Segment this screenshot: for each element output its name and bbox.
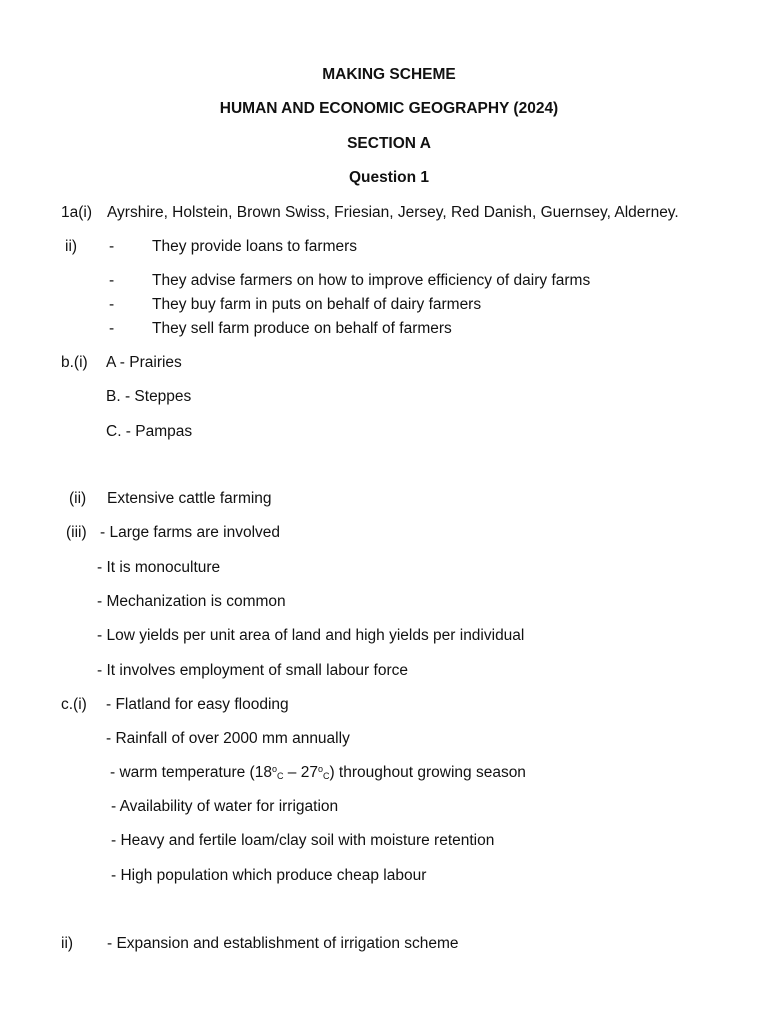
q1a-ii-item: They sell farm produce on behalf of farmers [152, 320, 452, 337]
q1b-i-label: b.(i) [61, 354, 88, 371]
q1c-i-item: - Rainfall of over 2000 mm annually [106, 730, 350, 747]
q1b-i-item: C. - Pampas [106, 423, 193, 440]
celsius-unit: C [276, 771, 284, 781]
q1a-i-answer: Ayrshire, Holstein, Brown Swiss, Friesian, Jersey, Red Danish, Guernsey, Alderney. [107, 204, 679, 221]
q1a-ii-item: They advise farmers on how to improve efficiency of dairy farms [152, 272, 591, 289]
q1b-iii-item: - Low yields per unit area of land and high yields per individual [97, 627, 525, 644]
temp-mid: – 27 [283, 764, 318, 781]
q1c-i-item: - Heavy and fertile loam/clay soil with moisture retention [111, 832, 495, 849]
bullet-dash: - [109, 320, 115, 337]
celsius-unit: C [322, 771, 330, 781]
q1c-i-item: - Flatland for easy flooding [106, 696, 289, 713]
subject-title: HUMAN AND ECONOMIC GEOGRAPHY (2024) [219, 100, 559, 117]
q1b-iii-item: - Mechanization is common [97, 593, 286, 610]
q1b-ii-label: (ii) [69, 490, 87, 507]
document-title: MAKING SCHEME [322, 66, 456, 83]
question-heading: Question 1 [348, 169, 430, 186]
q1b-iii-item: - Large farms are involved [100, 524, 281, 541]
q1b-iii-label: (iii) [66, 524, 87, 541]
q1c-i-temperature-item [110, 764, 526, 782]
bullet-dash: - [109, 296, 115, 313]
q1c-i-item: - High population which produce cheap labour [111, 867, 427, 884]
q1b-i-item: B. - Steppes [106, 388, 192, 405]
q1a-ii-label: ii) [65, 238, 78, 255]
q1a-i-label: 1a(i) [61, 204, 93, 221]
temp-prefix: - warm temperature (18 [110, 764, 272, 781]
q1a-ii-item: They buy farm in puts on behalf of dairy farmers [152, 296, 482, 313]
q1c-ii-answer: - Expansion and establishment of irrigation scheme [107, 935, 459, 952]
degree-sign: o [271, 764, 277, 774]
degree-sign: o [317, 764, 323, 774]
q1c-ii-label: ii) [61, 935, 74, 952]
bullet-dash: - [109, 238, 115, 255]
q1b-i-item: A - Prairies [106, 354, 182, 371]
q1a-ii-item: They provide loans to farmers [152, 238, 358, 255]
section-heading: SECTION A [347, 135, 431, 152]
q1b-ii-answer: Extensive cattle farming [107, 490, 272, 507]
temp-suffix: ) throughout growing season [329, 764, 526, 781]
q1c-i-label: c.(i) [61, 696, 87, 713]
q1b-iii-item: - It involves employment of small labour force [97, 662, 408, 679]
q1c-i-item: - Availability of water for irrigation [111, 798, 339, 815]
bullet-dash: - [109, 272, 115, 289]
q1b-iii-item: - It is monoculture [97, 559, 221, 576]
